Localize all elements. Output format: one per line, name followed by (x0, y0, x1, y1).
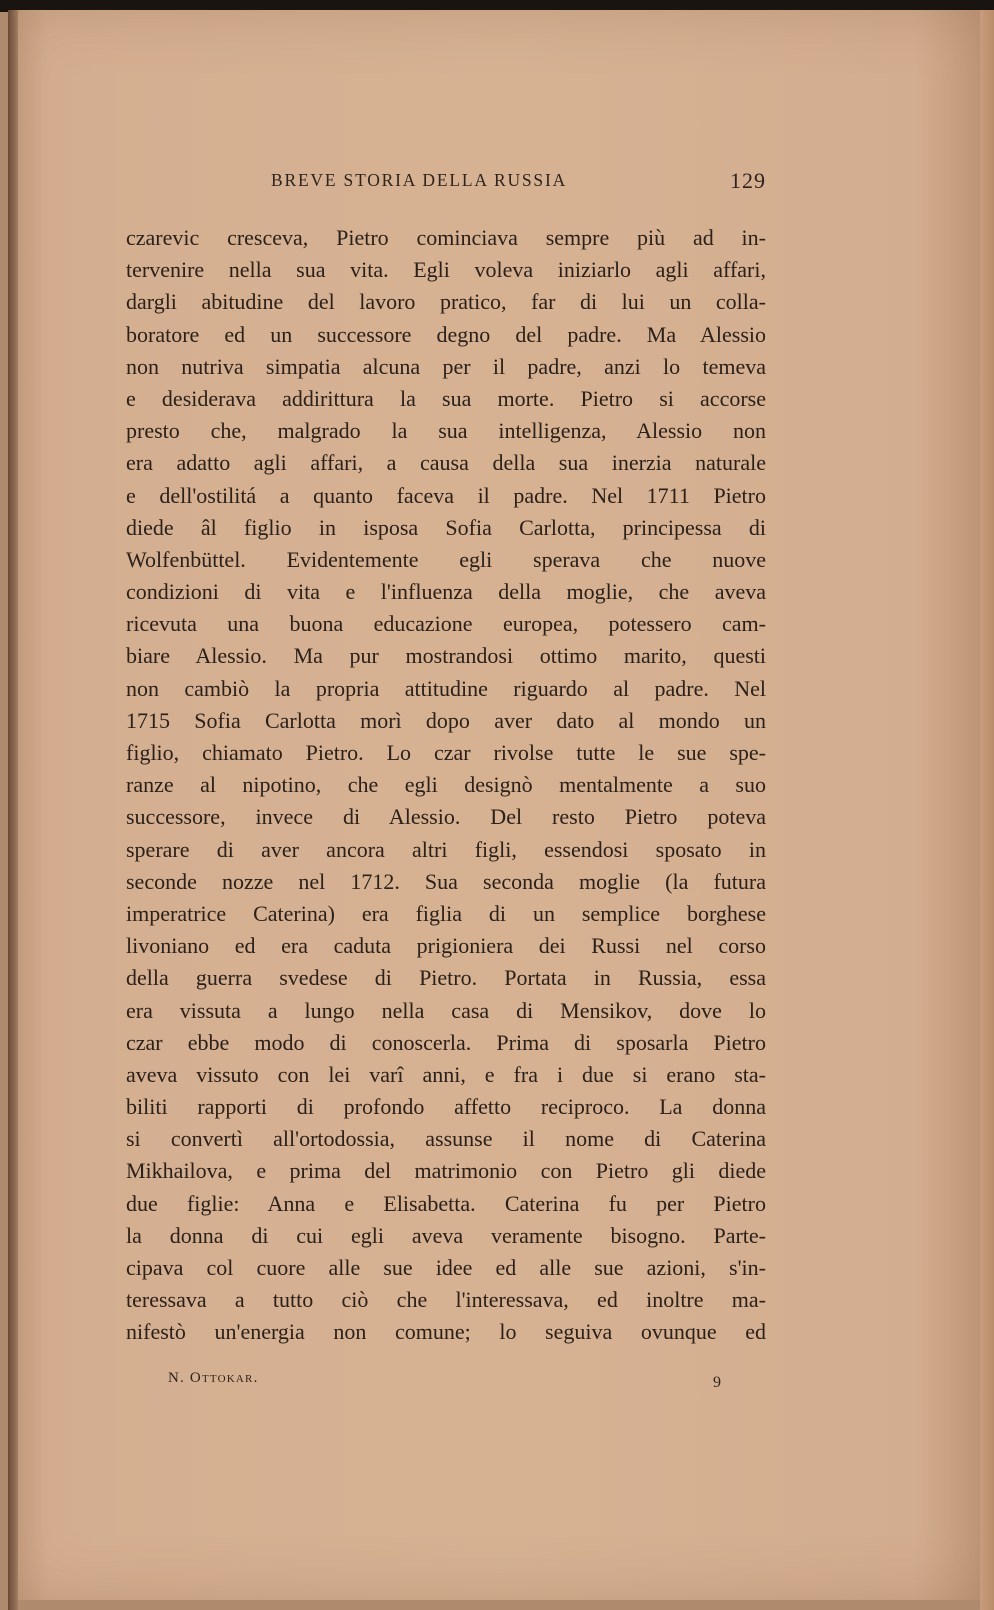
text-line: biare Alessio. Ma pur mostrandosi ottimo marito, questi (126, 643, 766, 669)
text-line: era vissuta a lungo nella casa di Mensikov, dove lo (126, 997, 766, 1023)
text-line: Wolfenbüttel. Evidentemente egli sperava che nuove (126, 546, 766, 572)
page-footer (168, 1370, 728, 1400)
text-line: imperatrice Caterina) era figlia di un semplice borghese (126, 900, 766, 926)
text-line: diede âl figlio in isposa Sofia Carlotta, principessa di (126, 514, 766, 540)
text-line: sperare di aver ancora altri figli, essendosi sposato in (126, 836, 766, 862)
text-line: cipava col cuore alle sue idee ed alle sue azioni, s'in- (126, 1255, 766, 1280)
text-line: due figlie: Anna e Elisabetta. Caterina fu per Pietro (126, 1190, 766, 1216)
text-line: nifestò un'energia non comune; lo seguiva ovunque ed (126, 1319, 766, 1345)
text-line: non nutriva simpatia alcuna per il padre, anzi lo temeva (126, 353, 766, 379)
text-line: tervenire nella sua vita. Egli voleva iniziarlo agli affari, (126, 257, 766, 283)
book-page (8, 10, 994, 1600)
text-line: si convertì all'ortodossia, assunse il nome di Caterina (126, 1126, 766, 1152)
text-line: non cambiò la propria attitudine riguardo al padre. Nel (126, 675, 766, 701)
page-number: 129 (730, 168, 766, 193)
text-line: seconde nozze nel 1712. Sua seconda moglie (la futura (126, 868, 766, 894)
text-line: biliti rapporti di profondo affetto reciproco. La donna (126, 1094, 766, 1120)
running-title: BREVE STORIA DELLA RUSSIA (271, 170, 568, 190)
text-line: figlio, chiamato Pietro. Lo czar rivolse tutte le sue spe- (126, 740, 766, 765)
text-line: Mikhailova, e prima del matrimonio con Pietro gli diede (126, 1158, 766, 1184)
text-line: e desiderava addirittura la sua morte. Pietro si accorse (126, 385, 766, 411)
text-line: czar ebbe modo di conoscerla. Prima di sposarla Pietro (126, 1029, 766, 1055)
text-line: 1715 Sofia Carlotta morì dopo aver dato al mondo un (126, 707, 766, 733)
text-line: la donna di cui egli aveva veramente bisogno. Parte- (126, 1222, 766, 1248)
page-left-edge (8, 10, 18, 1610)
text-line: e dell'ostilitá a quanto faceva il padre. Nel 1711 Pietro (126, 482, 766, 508)
page-right-edge (980, 10, 994, 1610)
running-head (126, 170, 766, 200)
text-line: condizioni di vita e l'influenza della moglie, che aveva (126, 579, 766, 605)
text-line: della guerra svedese di Pietro. Portata in Russia, essa (126, 965, 766, 991)
text-line: dargli abitudine del lavoro pratico, far di lui un colla- (126, 289, 766, 315)
text-line: aveva vissuto con lei varî anni, e fra i due si erano sta- (126, 1061, 766, 1087)
text-line: czarevic cresceva, Pietro cominciava sempre più ad in- (126, 225, 766, 250)
text-line: teressava a tutto ciò che l'interessava, ed inoltre ma- (126, 1287, 766, 1313)
signature-mark: 9 (713, 1374, 721, 1391)
text-line: era adatto agli affari, a causa della sua inerzia naturale (126, 450, 766, 476)
body-text (126, 222, 766, 1349)
text-line: presto che, malgrado la sua intelligenza, Alessio non (126, 418, 766, 444)
text-line: livoniano ed era caduta prigioniera dei Russi nel corso (126, 933, 766, 959)
text-line: boratore ed un successore degno del padre. Ma Alessio (126, 321, 766, 347)
author-signature: N. Ottokar. (168, 1370, 259, 1386)
text-line: successore, invece di Alessio. Del resto Pietro poteva (126, 804, 766, 830)
text-line: ricevuta una buona educazione europea, potessero cam- (126, 611, 766, 637)
text-line: ranze al nipotino, che egli designò mentalmente a suo (126, 772, 766, 798)
